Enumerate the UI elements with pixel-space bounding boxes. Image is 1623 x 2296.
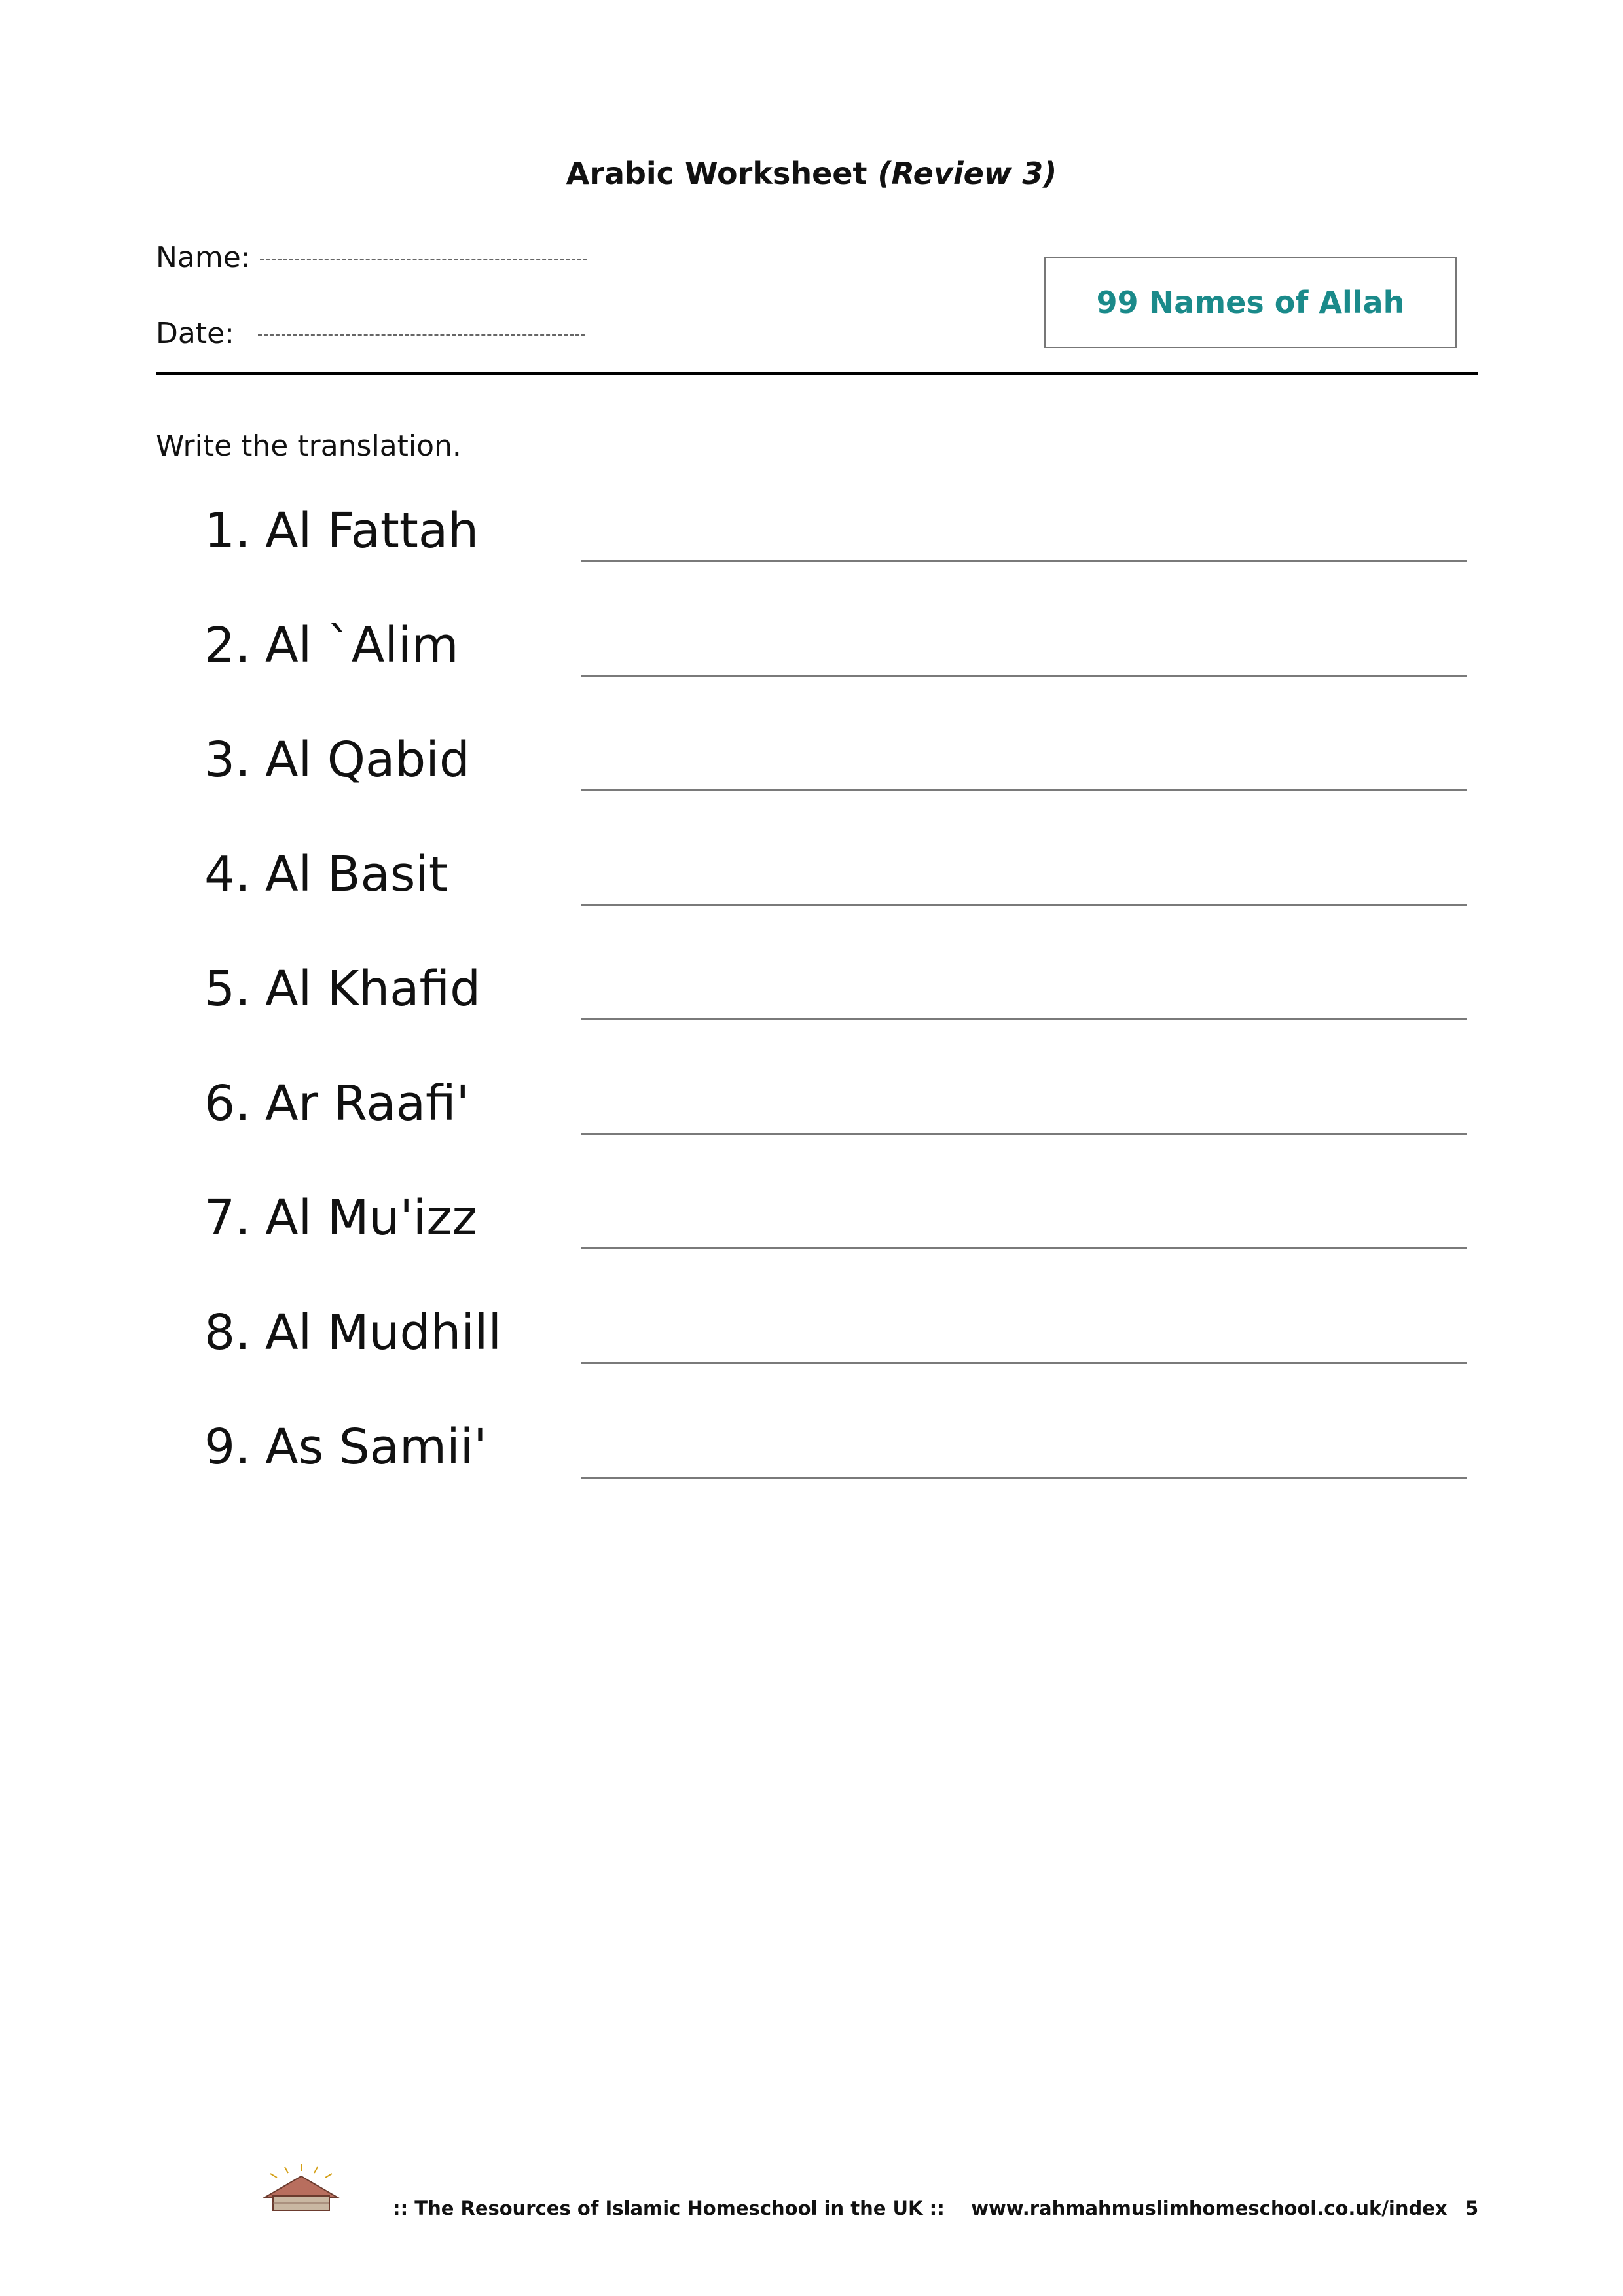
topic-text: 99 Names of Allah: [1096, 285, 1405, 320]
date-field: [156, 317, 585, 350]
list-item: [0, 617, 1623, 728]
item-number: 9.: [204, 1419, 251, 1475]
answer-line: [581, 1477, 1467, 1479]
item-term: Al Basit: [265, 846, 448, 903]
name-field: [156, 241, 587, 274]
answer-line: [581, 560, 1467, 562]
list-item: [0, 1190, 1623, 1301]
name-label: Name:: [156, 241, 251, 274]
page-number: 5: [1465, 2197, 1479, 2219]
answer-line: [581, 789, 1467, 791]
list-item: [0, 1304, 1623, 1416]
list-item: [0, 846, 1623, 958]
footer-text: [393, 2197, 1448, 2219]
item-number: 7.: [204, 1190, 251, 1246]
item-number: 2.: [204, 617, 251, 673]
instruction-text: Write the translation.: [156, 429, 462, 463]
item-term: Al Mu'izz: [265, 1190, 478, 1246]
answer-line: [581, 904, 1467, 906]
footer-tagline: :: The Resources of Islamic Homeschool in the UK ::: [393, 2197, 945, 2219]
item-term: Al Mudhill: [265, 1304, 502, 1361]
date-label: Date:: [156, 317, 234, 350]
item-number: 5.: [204, 961, 251, 1017]
item-number: 6.: [204, 1075, 251, 1132]
item-term: Al Qabid: [265, 732, 470, 788]
item-number: 1.: [204, 503, 251, 559]
list-item: [0, 732, 1623, 843]
topic-box: [1044, 257, 1457, 348]
answer-line: [581, 1362, 1467, 1364]
answer-line: [581, 1247, 1467, 1249]
answer-line: [581, 675, 1467, 677]
list-item: [0, 1419, 1623, 1530]
answer-line: [581, 1133, 1467, 1135]
title-subtitle: (Review 3): [877, 156, 1057, 191]
item-number: 4.: [204, 846, 251, 903]
title-text: Arabic Worksheet: [566, 156, 867, 191]
worksheet-title: [0, 156, 1623, 191]
list-item: [0, 961, 1623, 1072]
item-term: Ar Raafi': [265, 1075, 470, 1132]
item-term: Al Fattah: [265, 503, 479, 559]
header-divider: [156, 372, 1478, 375]
footer-url: www.rahmahmuslimhomeschool.co.uk/index: [971, 2197, 1448, 2219]
list-item: [0, 503, 1623, 614]
item-number: 3.: [204, 732, 251, 788]
answer-line: [581, 1018, 1467, 1020]
item-number: 8.: [204, 1304, 251, 1361]
list-item: [0, 1075, 1623, 1187]
date-blank: [258, 334, 585, 336]
item-term: As Samii': [265, 1419, 487, 1475]
item-term: Al `Alim: [265, 617, 459, 673]
name-blank: [260, 259, 587, 260]
item-term: Al Khafid: [265, 961, 481, 1017]
house-logo-icon: [259, 2163, 344, 2214]
